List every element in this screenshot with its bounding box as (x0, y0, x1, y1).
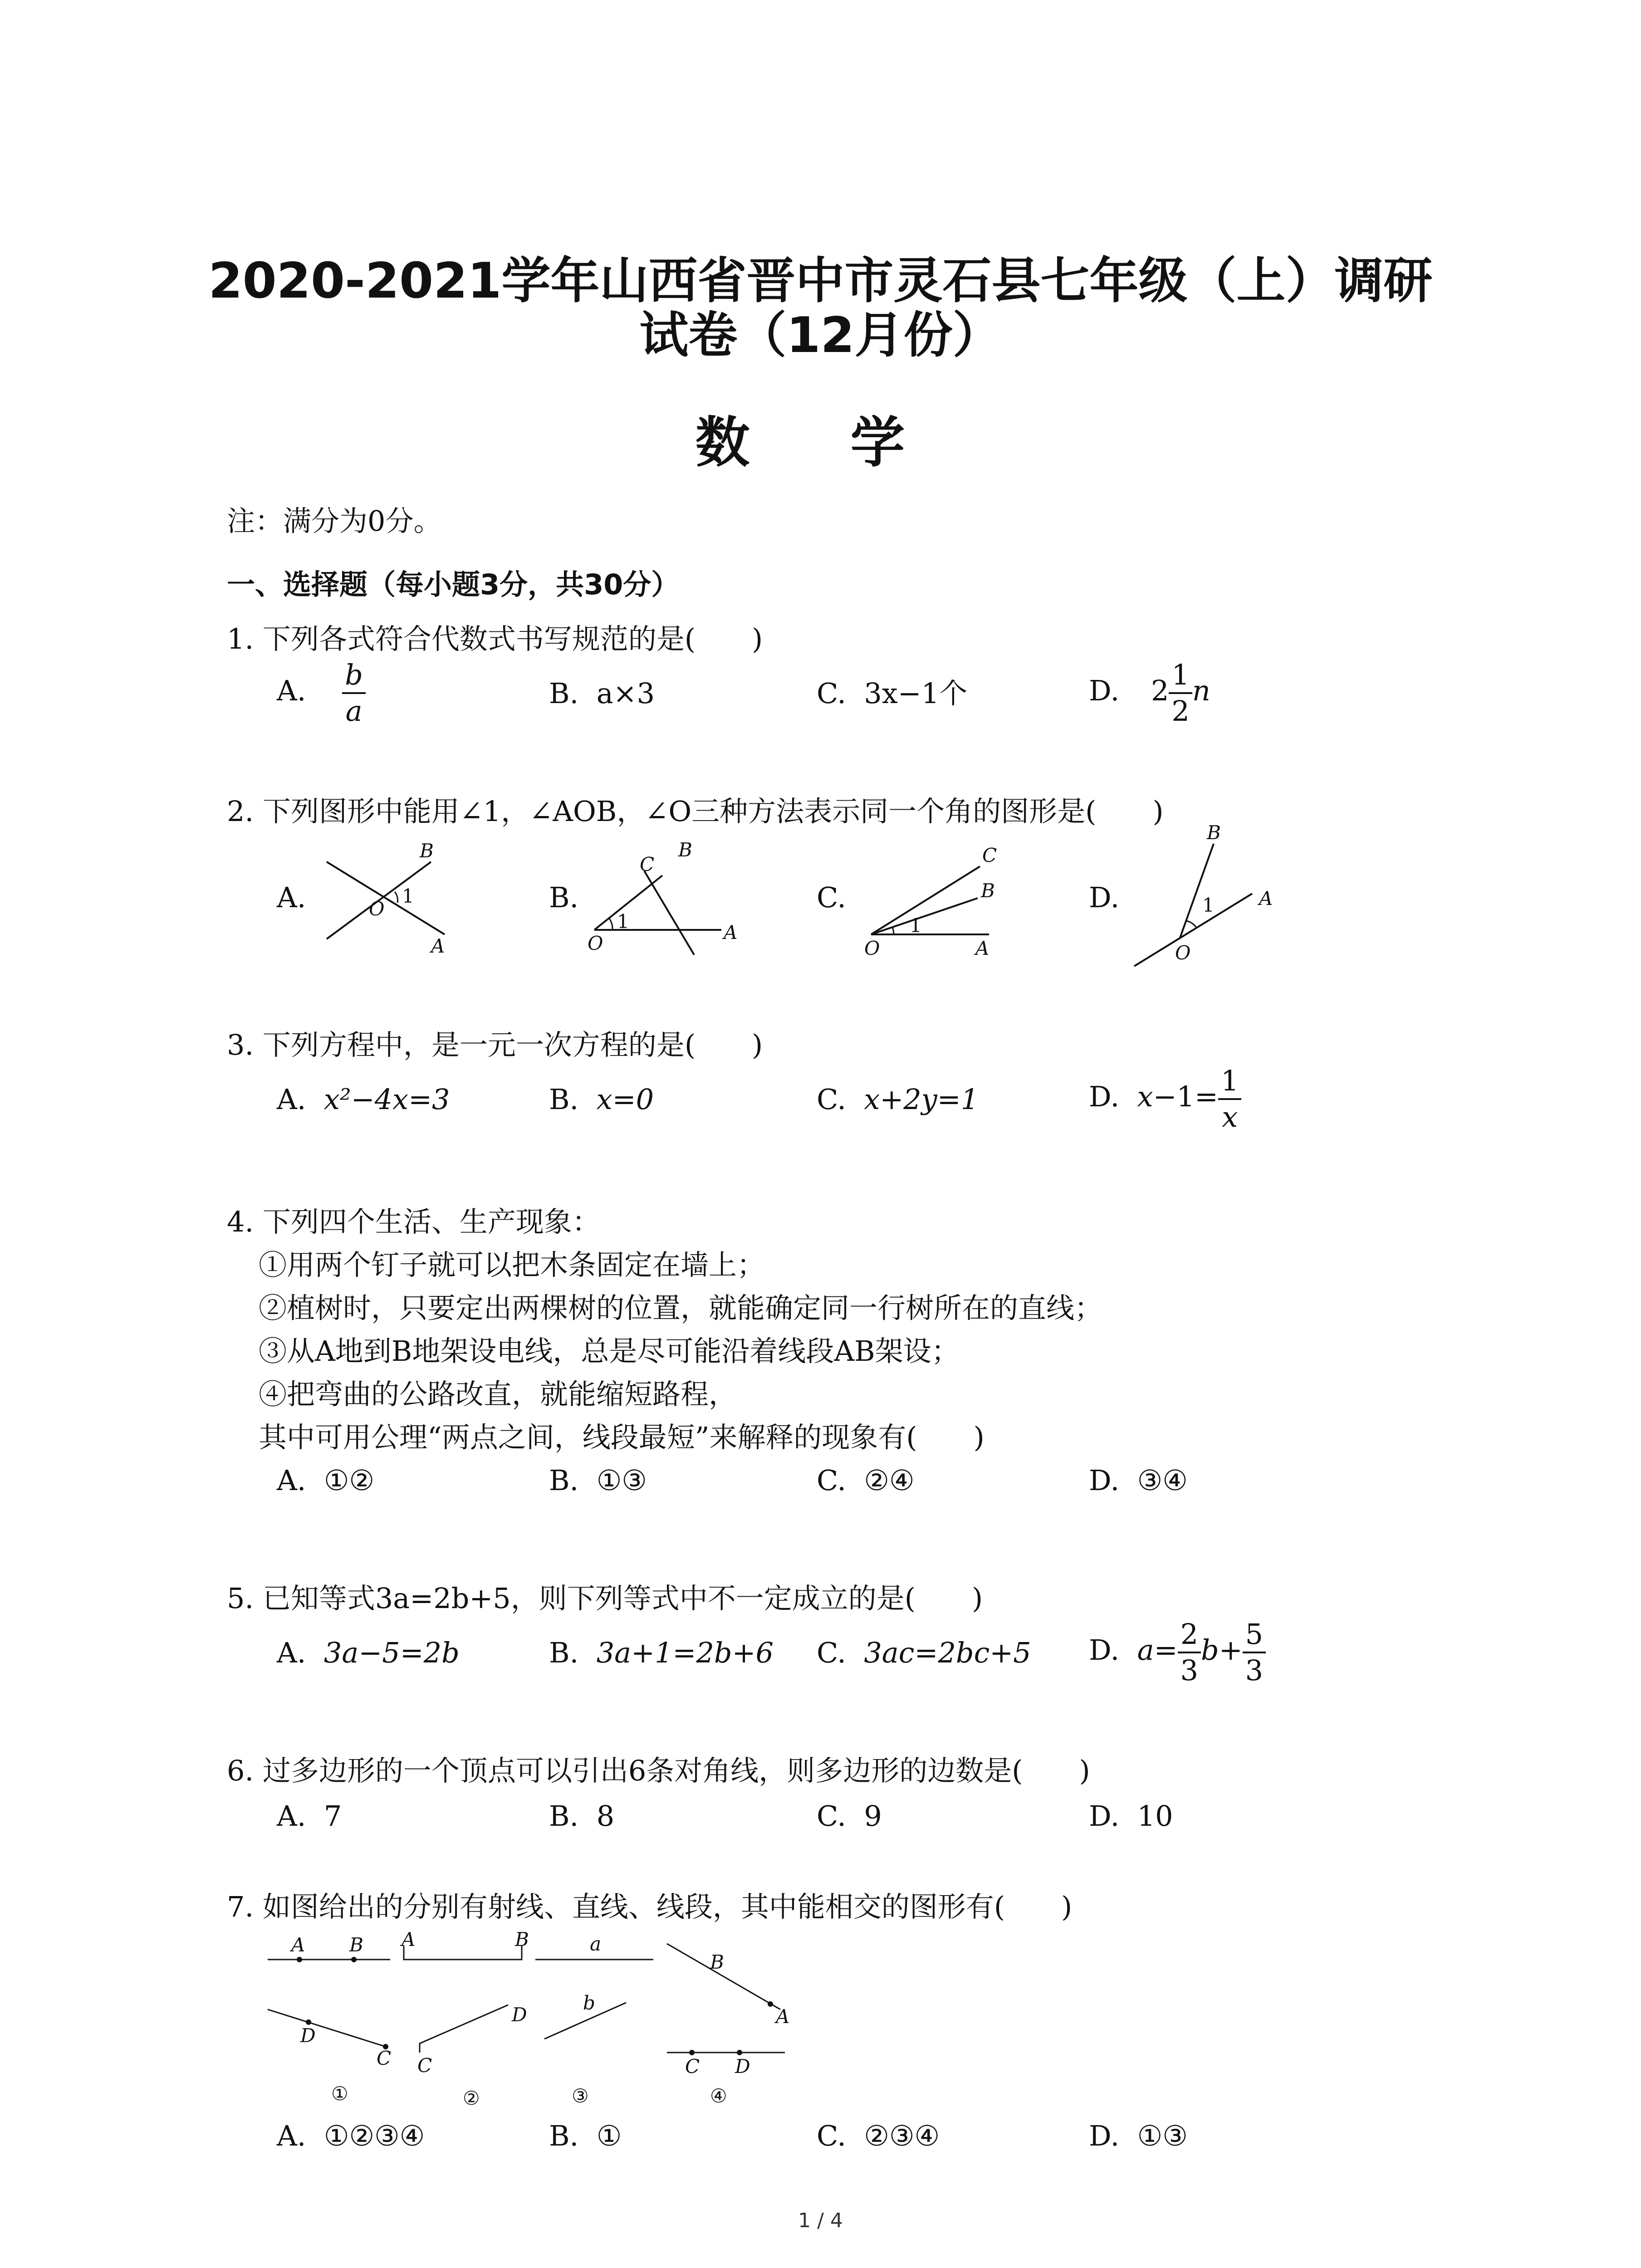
figure-2c (862, 844, 1007, 957)
question-3-option-d: D. x−1= $\frac{1}{x}$ (1089, 1064, 1241, 1134)
question-5-option-c (817, 1635, 1031, 1671)
figure-label-3: ③ (572, 2085, 589, 2107)
section-heading: 一、选择题（每小题3分，共30分） (227, 568, 680, 601)
segment-ab-top (404, 1946, 522, 1960)
option-letter: C. (817, 1636, 846, 1669)
point-d (737, 2050, 742, 2055)
label-line-a: a (590, 1933, 602, 1955)
numerator: 1 (1218, 1064, 1241, 1100)
label-1: 1 (910, 914, 922, 937)
angle-arc (1186, 921, 1197, 928)
option-letter: A. (277, 1083, 306, 1116)
question-1-stem: 1. 下列各式符合代数式书写规范的是( ) (227, 622, 763, 655)
option-text: 3a−5=2b (323, 1636, 460, 1669)
question-7-option-d (1089, 2118, 1188, 2154)
label-a: A (402, 1928, 416, 1950)
option-letter: D. (1089, 674, 1120, 708)
label-a: A (1259, 887, 1273, 909)
label-b: B (349, 1934, 363, 1956)
figure-2b (585, 839, 758, 962)
question-2-stem: 2. 下列图形中能用∠1，∠AOB，∠O三种方法表示同一个角的图形是( ) (227, 795, 1164, 828)
question-4-item-3: ③从A地到B地架设电线，总是尽可能沿着线段AB架设； (259, 1334, 960, 1368)
option-text: 7 (323, 1799, 342, 1833)
numerator: 1 (1169, 658, 1192, 694)
option-letter: B. (549, 1799, 579, 1833)
denominator: x (1222, 1100, 1238, 1134)
label-a: A (431, 935, 445, 957)
label-c: C (982, 844, 997, 866)
label-line-b: b (583, 1992, 595, 2014)
option-letter: B. (549, 2119, 579, 2152)
point-a (297, 1957, 302, 1962)
question-4-item-4: ④把弯曲的公路改直，就能缩短路程， (259, 1378, 737, 1411)
question-5-option-d: D. a= $\frac{2}{3}$ b+ $\frac{5}{3}$ (1089, 1617, 1266, 1688)
label-b: B (710, 1951, 724, 1973)
label-a: A (776, 2005, 790, 2028)
option-text: ① (596, 2119, 622, 2152)
question-3-stem: 3. 下列方程中，是一元一次方程的是( ) (227, 1028, 763, 1061)
option-text: 3x−1个 (864, 677, 968, 710)
question-1-option-c (817, 676, 967, 711)
question-2-option-d: D. (1089, 881, 1120, 914)
question-4-prompt: 其中可用公理“两点之间，线段最短”来解释的现象有( ) (259, 1421, 985, 1454)
question-7-option-b (549, 2118, 622, 2154)
figure-2a (318, 840, 463, 962)
subject-heading: 数 学 (695, 411, 946, 474)
option-letter: B. (549, 1083, 579, 1116)
option-letter: A. (277, 1799, 306, 1833)
option-text: ②④ (864, 1464, 915, 1497)
angle-arc (892, 927, 894, 934)
option-text: a×3 (596, 677, 655, 710)
ray-oc (871, 866, 980, 934)
question-4-option-a (277, 1463, 374, 1498)
fraction-b-over-a (342, 658, 366, 728)
point-c (689, 2050, 695, 2055)
option-letter: C. (817, 1799, 846, 1833)
denominator: 3 (1180, 1654, 1199, 1687)
exam-title-line1: 2020-2021学年山西省晋中市灵石县七年级（上）调研 (208, 253, 1433, 309)
label-1: 1 (1202, 894, 1215, 916)
option-letter: D. (1089, 1464, 1120, 1497)
question-3-option-a (277, 1082, 450, 1117)
figure-7 (263, 1928, 798, 2118)
question-7-option-a (277, 2118, 425, 2154)
option-letter: C. (817, 677, 846, 710)
label-b: B (420, 840, 434, 862)
label-1: 1 (402, 885, 414, 907)
label-a: A (975, 937, 989, 959)
denominator: a (345, 694, 362, 728)
option-text: 10 (1137, 1799, 1173, 1833)
option-letter: B. (549, 1636, 579, 1669)
figure-label-4: ④ (710, 2085, 727, 2107)
point-a (768, 2001, 773, 2007)
question-4-option-d (1089, 1463, 1188, 1498)
ray-ob (871, 898, 978, 934)
label-o: O (588, 932, 603, 954)
option-letter: A. (277, 2119, 306, 2152)
question-3-option-c (817, 1082, 979, 1117)
label-b: B (1207, 821, 1221, 844)
label-d: D (735, 2055, 750, 2077)
option-text: x²−4x=3 (323, 1083, 450, 1116)
label-c: C (640, 853, 655, 875)
option-text: 3a+1=2b+6 (596, 1636, 774, 1669)
label-a: A (291, 1934, 305, 1956)
option-letter: D. (1089, 1633, 1120, 1667)
question-5-stem: 5. 已知等式3a=2b+5，则下列等式中不一定成立的是( ) (227, 1582, 983, 1615)
question-3-option-b (549, 1082, 654, 1117)
numerator: b (342, 658, 366, 694)
denominator: 2 (1171, 694, 1190, 728)
label-d: D (300, 2024, 316, 2047)
option-letter: C. (817, 1464, 846, 1497)
label-b: B (515, 1928, 529, 1950)
hidden-guide-7 (681, 852, 717, 953)
option-letter: B. (549, 677, 579, 710)
option-text: 3ac=2bc+5 (864, 1636, 1031, 1669)
variable-n: n (1192, 674, 1210, 708)
option-letter: A. (277, 1464, 306, 1497)
angle-arc (395, 892, 397, 903)
fraction-one-over-x (1218, 1064, 1241, 1134)
option-letter: C. (817, 1083, 846, 1116)
line-oa (1134, 894, 1252, 966)
question-6-option-b (549, 1799, 614, 1834)
question-5-option-a (277, 1635, 460, 1671)
question-2-option-b: B. (549, 881, 579, 914)
numerator: 2 (1178, 1617, 1201, 1653)
ray-ob (1180, 844, 1214, 939)
option-text: ①③ (1137, 2119, 1188, 2152)
whole-part: 2 (1151, 674, 1169, 708)
figure-label-2: ② (463, 2087, 480, 2109)
segment-cd (420, 2005, 508, 2053)
hidden-guide-4 (671, 848, 708, 955)
figure-label-1: ① (331, 2082, 348, 2105)
option-letter: A. (277, 1636, 306, 1669)
label-o: O (369, 898, 385, 920)
question-5-option-b (549, 1635, 774, 1671)
label-1: 1 (617, 910, 629, 933)
question-7-option-c (817, 2118, 940, 2154)
label-b: B (678, 839, 692, 861)
option-letter: C. (817, 2119, 846, 2152)
option-text: x=0 (596, 1083, 654, 1116)
score-note: 注：满分为0分。 (227, 504, 442, 538)
question-2-option-a: A. (277, 881, 306, 914)
question-6-option-d (1089, 1799, 1173, 1834)
label-d: D (512, 2004, 527, 2026)
hidden-guide-2 (676, 853, 721, 957)
question-1-option-b (549, 676, 655, 711)
option-text: 9 (864, 1799, 882, 1833)
question-4-option-b (549, 1463, 647, 1498)
line-through-c (644, 871, 694, 955)
question-6-option-c (817, 1799, 882, 1834)
figure-2d (1130, 821, 1284, 975)
option-text: 8 (596, 1799, 615, 1833)
variable-b: b (1201, 1633, 1219, 1667)
fraction-five-thirds (1243, 1617, 1266, 1688)
variable-x: x (1137, 1080, 1153, 1114)
label-o: O (864, 937, 880, 959)
option-letter: D. (1089, 2119, 1120, 2152)
label-c: C (417, 2054, 432, 2077)
option-letter: D. (1089, 1080, 1120, 1114)
question-2-option-c: C. (817, 881, 846, 914)
label-c: C (377, 2047, 392, 2069)
angle-arc (609, 919, 612, 930)
denominator: 3 (1245, 1654, 1264, 1687)
option-text: x+2y=1 (864, 1083, 979, 1116)
exam-title-line2: 试卷（12月份） (639, 307, 1002, 364)
question-4-item-1: ①用两个钉子就可以把木条固定在墙上； (259, 1248, 765, 1281)
option-letter: B. (549, 1464, 579, 1497)
question-1-option-a (277, 658, 366, 728)
hidden-guide-5 (676, 850, 715, 953)
line-oa (327, 862, 445, 934)
option-letter: D. (1089, 1799, 1120, 1833)
option-letter: A. (277, 674, 306, 708)
question-4-stem: 4. 下列四个生活、生产现象： (227, 1205, 600, 1238)
ray-dc (268, 2009, 386, 2047)
option-text: ①② (323, 1464, 375, 1497)
label-a: A (724, 921, 738, 943)
question-4-item-2: ②植树时，只要定出两棵树的位置，就能确定同一行树所在的直线； (259, 1291, 1103, 1325)
option-text: ②③④ (864, 2119, 940, 2152)
option-text: ③④ (1137, 1464, 1188, 1497)
fraction-two-thirds (1178, 1617, 1201, 1688)
question-4-option-c (817, 1463, 915, 1498)
numerator: 5 (1243, 1617, 1266, 1653)
question-6-stem: 6. 过多边形的一个顶点可以引出6条对角线，则多边形的边数是( ) (227, 1754, 1090, 1787)
question-6-option-a (277, 1799, 342, 1834)
option-text: ①②③④ (323, 2119, 425, 2152)
label-b: B (981, 880, 995, 902)
page-number: 1 / 4 (798, 2209, 843, 2232)
question-7-stem: 7. 如图给出的分别有射线、直线、线段，其中能相交的图形有( ) (227, 1890, 1073, 1923)
variable-a: a (1137, 1633, 1154, 1667)
point-b (351, 1957, 357, 1962)
option-text: ①③ (596, 1464, 647, 1497)
label-c: C (685, 2055, 700, 2077)
label-o: O (1175, 942, 1191, 964)
fraction-one-half (1169, 658, 1192, 728)
question-1-option-d (1089, 658, 1210, 728)
